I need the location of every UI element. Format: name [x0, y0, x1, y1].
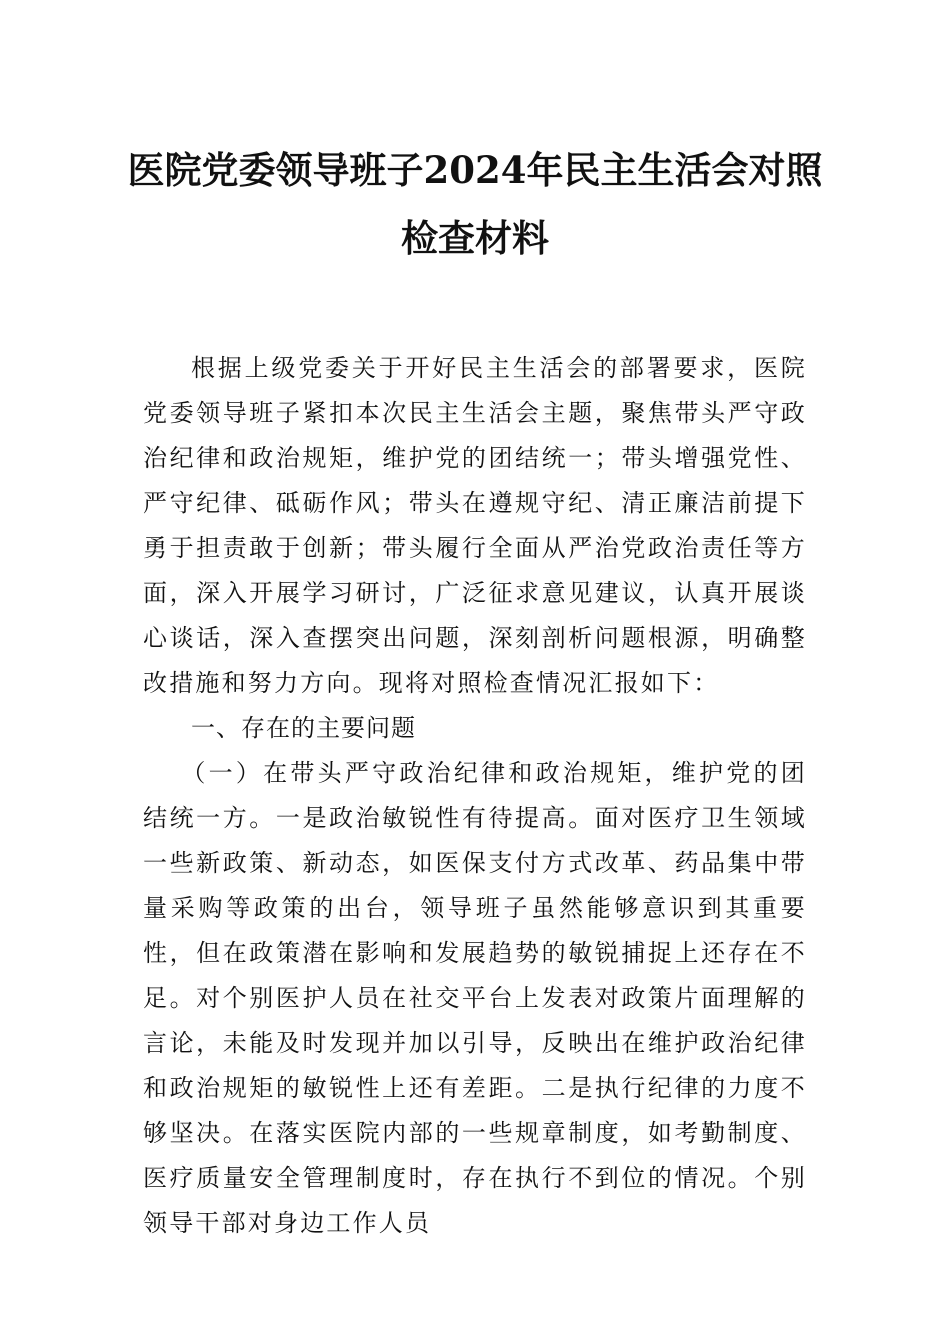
section-heading-problems: 一、存在的主要问题: [191, 714, 416, 742]
intro-paragraph: 根据上级党委关于开好民主生活会的部署要求，医院党委领导班子紧扣本次民主生活会主题，聚焦带头严守政治纪律和政治规矩，维护党的团结统一；带头增强党性、严守纪律、砥砺作风；带头在遵规守纪、清正廉洁前提下勇于担责敢于创新；带头履行全面从严治党政治责任等方面，深入开展学习研讨，广泛征求意见建议，认真开展谈心谈话，深入查摆突出问题，深刻剖析问题根源，明确整改措施和努力方向。现将对照检查情况汇报如下：: [143, 354, 807, 697]
document-title-line-2: 检查材料: [401, 216, 549, 260]
document-title-line-1: 医院党委领导班子2024年民主生活会对照: [127, 148, 823, 192]
document-body: [143, 346, 807, 1246]
subsection-paragraph-1: （一）在带头严守政治纪律和政治规矩，维护党的团结统一方。一是政治敏锐性有待提高。面对医疗卫生领域一些新政策、新动态，如医保支付方式改革、药品集中带量采购等政策的出台，领导班子虽然能够意识到其重要性，但在政策潜在影响和发展趋势的敏锐捕捉上还存在不足。对个别医护人员在社交平台上发表对政策片面理解的言论，未能及时发现并加以引导，反映出在维护政治纪律和政治规矩的敏锐性上还有差距。二是执行纪律的力度不够坚决。在落实医院内部的一些规章制度，如考勤制度、医疗质量安全管理制度时，存在执行不到位的情况。个别领导干部对身边工作人员: [143, 759, 807, 1237]
